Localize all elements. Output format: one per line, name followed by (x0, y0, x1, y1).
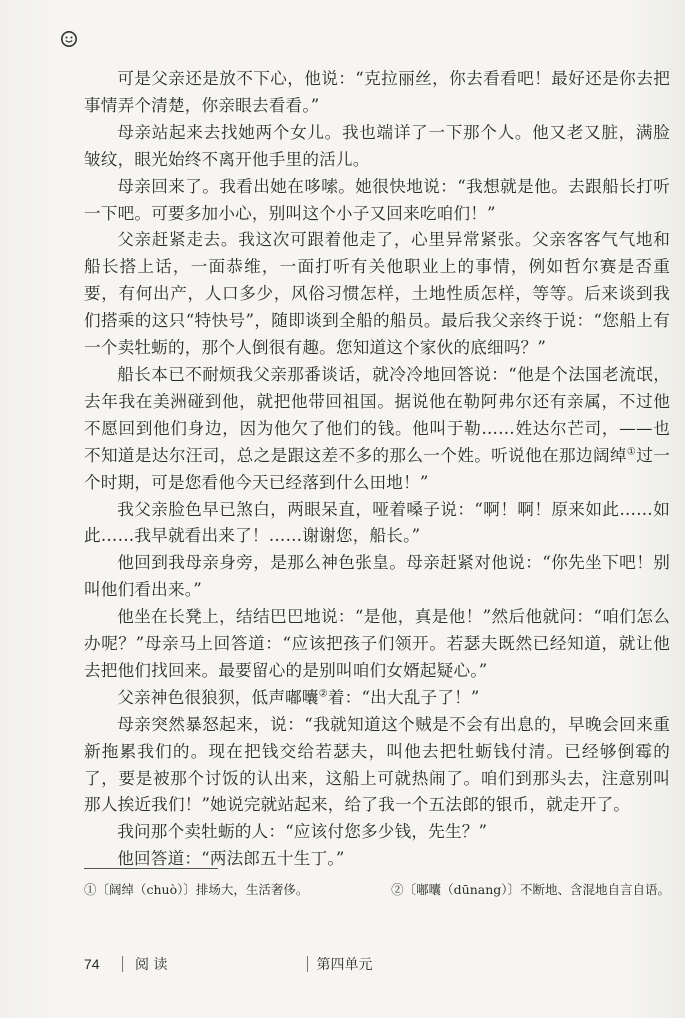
paragraph (84, 362, 670, 497)
smiley-icon (60, 30, 78, 48)
footnote-ref-1: ① (626, 446, 637, 458)
paragraph-part: 父亲神色很狼狈，低声嘟囔 (117, 687, 319, 707)
body-text (84, 66, 670, 873)
footnote-divider (84, 868, 218, 869)
paragraph: 母亲站起来去找她两个女儿。我也端详了一下那个人。他又老又脏，满脸皱纹，眼光始终不离开他手里的活儿。 (84, 122, 670, 169)
paragraph-part: 过一个时期，可是您看他今天已经落到什么田地！” (84, 445, 670, 492)
paragraph: 我问那个卖牡蛎的人：“应该付您多少钱，先生？” (117, 822, 488, 842)
footer-divider (122, 956, 123, 972)
paragraph (84, 685, 670, 712)
paragraph: 我父亲脸色早已煞白，两眼呆直，哑着嗓子说：“啊！啊！原来如此……如此……我早就看出来了！……谢谢您，船长。” (84, 499, 670, 546)
footnote-1: ①〔阔绰（chuò）〕排场大，生活奢侈。 (84, 882, 309, 897)
page-number: 74 (84, 956, 100, 972)
footnote-ref-2: ② (318, 688, 328, 700)
paragraph: 父亲赶紧走去。我这次可跟着他走了，心里异常紧张。父亲客客气气地和船长搭上话，一面恭维，一面打听有关他职业上的事情，例如哲尔赛是否重要，有何出产，人口多少，风俗习惯怎样，土地性质怎样，等等。后来谈到我们搭乘的这只“特快号”，随即谈到全船的船员。最后我父亲终于说：“您船上有一个卖牡蛎的，那个人倒很有趣。您知道这个家伙的底细吗？” (84, 230, 670, 358)
footer-divider (307, 956, 308, 972)
page-footer (84, 954, 384, 974)
paragraph: 他坐在长凳上，结结巴巴地说：“是他，真是他！”然后他就问：“咱们怎么办呢？”母亲马上回答道：“应该把孩子们领开。若瑟夫既然已经知道，就让他去把他们找回来。最要留心的是别叫咱们女婿起疑心。” (84, 607, 670, 680)
footnote-2: ②〔嘟囔（dūnang）〕不断地、含混地自言自语。 (391, 882, 670, 897)
paragraph-part: 着：“出大乱子了！” (327, 687, 480, 707)
section-label: 阅 读 (135, 957, 168, 973)
paragraph: 母亲突然暴怒起来，说：“我就知道这个贼是不会有出息的，早晚会回来重新拖累我们的。现在把钱交给若瑟夫，叫他去把牡蛎钱付清。已经够倒霉的了，要是被那个讨饭的认出来，这船上可就热闹了。咱们到那头去，注意别叫那人挨近我们！”她说完就站起来，给了我一个五法郎的银币，就走开了。 (84, 714, 670, 815)
paragraph: 母亲回来了。我看出她在哆嗦。她很快地说：“我想就是他。去跟船长打听一下吧。可要多加小心，别叫这个小子又回来吃咱们！” (84, 176, 670, 223)
footnotes (84, 881, 670, 899)
paragraph: 他回到我母亲身旁，是那么神色张皇。母亲赶紧对他说：“你先坐下吧！别叫他们看出来。” (84, 553, 670, 600)
unit-label: 第四单元 (316, 957, 373, 973)
paragraph-part: 船长本已不耐烦我父亲那番谈话，就冷冷地回答说：“他是个法国老流氓，去年我在美洲碰到他，就把他带回祖国。据说他在勒阿弗尔还有亲属，不过他不愿回到他们身边，因为他欠了他们的钱。他叫于勒……姓达尔芒司，——也不知道是达尔汪司，总之是跟这差不多的那么一个姓。听说他在那边阔绰 (84, 364, 670, 465)
paragraph: 他回答道：“两法郎五十生丁。” (117, 849, 345, 869)
paragraph: 可是父亲还是放不下心，他说：“克拉丽丝，你去看看吧！最好还是你去把事情弄个清楚，你亲眼去看看。” (84, 69, 670, 115)
